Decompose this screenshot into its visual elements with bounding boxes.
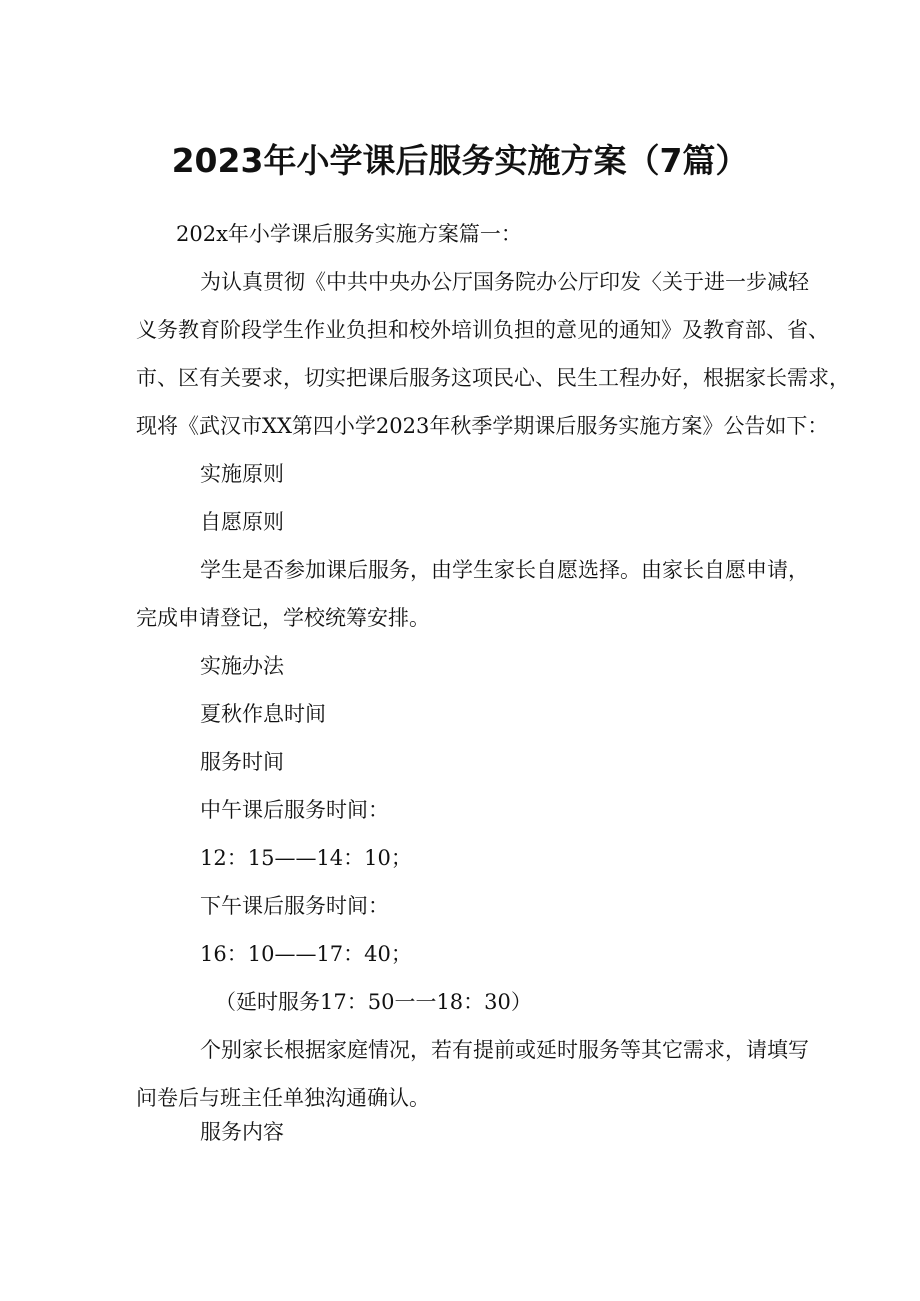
heading-summer-autumn-schedule: 夏秋作息时间: [200, 702, 326, 726]
paragraph-line: 问卷后与班主任单独沟通确认。: [136, 1086, 430, 1110]
heading-service-content: 服务内容: [200, 1120, 284, 1144]
paragraph-line: 市、区有关要求，切实把课后服务这项民心、民生工程办好，根据家长需求，: [136, 366, 850, 390]
heading-voluntary-principle: 自愿原则: [200, 510, 284, 534]
heading-service-time: 服务时间: [200, 750, 284, 774]
section-subtitle: 202x年小学课后服务实施方案篇一：: [176, 222, 522, 246]
paragraph-line: 为认真贯彻《中共中央办公厅国务院办公厅印发〈关于进一步减轻: [200, 270, 809, 294]
afternoon-service-time: 16：10——17：40；: [200, 942, 412, 966]
paragraph-line: 现将《武汉市XX第四小学2023年秋季学期课后服务实施方案》公告如下：: [136, 414, 829, 438]
paragraph-line: 个别家长根据家庭情况，若有提前或延时服务等其它需求，请填写: [200, 1038, 809, 1062]
paragraph-line: 义务教育阶段学生作业负担和校外培训负担的意见的通知》及教育部、省、: [136, 318, 829, 342]
afternoon-service-label: 下午课后服务时间：: [200, 894, 389, 918]
heading-implementation-principles: 实施原则: [200, 462, 284, 486]
paragraph-line: 学生是否参加课后服务，由学生家长自愿选择。由家长自愿申请，: [200, 558, 809, 582]
noon-service-label: 中午课后服务时间：: [200, 798, 389, 822]
extended-service-time: （延时服务17：50一一18：30）: [215, 990, 532, 1014]
document-title: 2023年小学课后服务实施方案（7篇）: [171, 141, 749, 180]
paragraph-line: 完成申请登记，学校统筹安排。: [136, 606, 430, 630]
heading-implementation-methods: 实施办法: [200, 654, 284, 678]
noon-service-time: 12：15——14：10；: [200, 846, 412, 870]
